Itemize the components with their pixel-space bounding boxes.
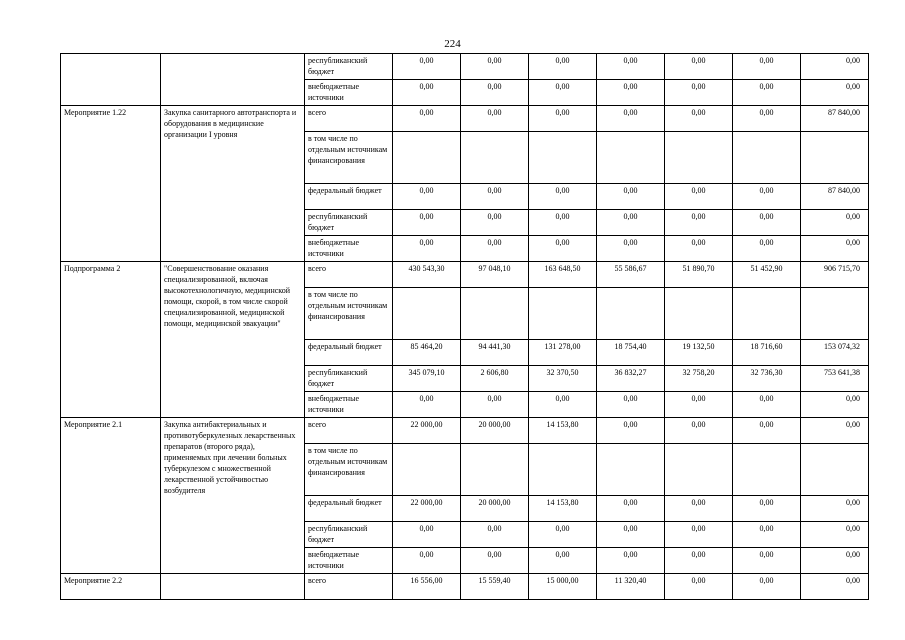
amount-cell: [529, 288, 597, 340]
amount-cell: 131 278,00: [529, 340, 597, 366]
amount-cell: 0,00: [665, 392, 733, 418]
amount-cell: 0,00: [733, 522, 801, 548]
amount-cell: 0,00: [665, 236, 733, 262]
amount-cell: 14 153,80: [529, 418, 597, 444]
amount-cell: [597, 288, 665, 340]
amount-cell: [801, 288, 869, 340]
amount-cell: 0,00: [665, 496, 733, 522]
item-name-cell: Подпрограмма 2: [61, 262, 161, 418]
amount-cell: 0,00: [665, 210, 733, 236]
amount-cell: 0,00: [529, 392, 597, 418]
amount-cell: 0,00: [393, 184, 461, 210]
amount-cell: 0,00: [393, 548, 461, 574]
funding-source-cell: в том числе по отдельным источникам финансирования: [305, 444, 393, 496]
amount-cell: [529, 444, 597, 496]
table-row: [61, 418, 869, 444]
funding-source-cell: в том числе по отдельным источникам финансирования: [305, 132, 393, 184]
amount-cell: 0,00: [597, 184, 665, 210]
amount-cell: 87 840,00: [801, 106, 869, 132]
amount-cell: 0,00: [733, 548, 801, 574]
amount-cell: [665, 288, 733, 340]
amount-cell: [461, 132, 529, 184]
amount-cell: 0,00: [393, 522, 461, 548]
amount-cell: 0,00: [733, 392, 801, 418]
amount-cell: [733, 444, 801, 496]
amount-cell: 0,00: [461, 184, 529, 210]
amount-cell: [733, 288, 801, 340]
funding-source-cell: федеральный бюджет: [305, 496, 393, 522]
amount-cell: 0,00: [529, 236, 597, 262]
amount-cell: 32 370,50: [529, 366, 597, 392]
item-description-cell: [161, 574, 305, 600]
amount-cell: 0,00: [529, 548, 597, 574]
table-row: [61, 54, 869, 80]
amount-cell: 0,00: [597, 106, 665, 132]
funding-source-cell: республиканский бюджет: [305, 366, 393, 392]
amount-cell: 0,00: [597, 392, 665, 418]
amount-cell: 36 832,27: [597, 366, 665, 392]
funding-source-cell: федеральный бюджет: [305, 340, 393, 366]
amount-cell: 0,00: [733, 80, 801, 106]
amount-cell: 0,00: [597, 522, 665, 548]
amount-cell: 0,00: [529, 106, 597, 132]
funding-source-cell: всего: [305, 262, 393, 288]
funding-source-cell: республиканский бюджет: [305, 54, 393, 80]
amount-cell: 0,00: [529, 80, 597, 106]
amount-cell: 55 586,67: [597, 262, 665, 288]
amount-cell: 0,00: [733, 184, 801, 210]
amount-cell: [393, 288, 461, 340]
amount-cell: [733, 132, 801, 184]
amount-cell: 51 452,90: [733, 262, 801, 288]
amount-cell: 0,00: [597, 548, 665, 574]
amount-cell: 153 074,32: [801, 340, 869, 366]
item-description-cell: Закупка антибактериальных и противотуберкулезных лекарственных препаратов (второго ряда), применяемых при лечении больных туберкулезом с множественной лекарственной устойчивостью возбудителя: [161, 418, 305, 574]
amount-cell: 22 000,00: [393, 496, 461, 522]
amount-cell: 0,00: [801, 210, 869, 236]
funding-source-cell: в том числе по отдельным источникам финансирования: [305, 288, 393, 340]
amount-cell: 163 648,50: [529, 262, 597, 288]
amount-cell: 0,00: [733, 106, 801, 132]
amount-cell: 15 000,00: [529, 574, 597, 600]
amount-cell: 0,00: [733, 210, 801, 236]
amount-cell: 0,00: [461, 106, 529, 132]
funding-source-cell: всего: [305, 574, 393, 600]
page-number: 224: [444, 38, 461, 50]
amount-cell: 753 641,38: [801, 366, 869, 392]
amount-cell: 0,00: [733, 54, 801, 80]
amount-cell: [393, 444, 461, 496]
item-name-cell: Мероприятие 1.22: [61, 106, 161, 262]
amount-cell: 0,00: [801, 496, 869, 522]
amount-cell: 0,00: [801, 236, 869, 262]
funding-source-cell: внебюджетные источники: [305, 236, 393, 262]
amount-cell: 0,00: [665, 574, 733, 600]
amount-cell: 0,00: [665, 548, 733, 574]
amount-cell: 97 048,10: [461, 262, 529, 288]
amount-cell: 0,00: [461, 522, 529, 548]
amount-cell: 32 736,30: [733, 366, 801, 392]
amount-cell: 0,00: [393, 80, 461, 106]
amount-cell: 0,00: [393, 236, 461, 262]
item-name-cell: Мероприятие 2.1: [61, 418, 161, 574]
amount-cell: [801, 132, 869, 184]
amount-cell: 0,00: [597, 496, 665, 522]
amount-cell: 0,00: [529, 184, 597, 210]
amount-cell: [393, 132, 461, 184]
amount-cell: 0,00: [461, 54, 529, 80]
amount-cell: 85 464,20: [393, 340, 461, 366]
amount-cell: 0,00: [801, 548, 869, 574]
amount-cell: [597, 444, 665, 496]
amount-cell: [665, 444, 733, 496]
amount-cell: 0,00: [733, 236, 801, 262]
amount-cell: 14 153,80: [529, 496, 597, 522]
amount-cell: 0,00: [801, 392, 869, 418]
funding-source-cell: федеральный бюджет: [305, 184, 393, 210]
amount-cell: 0,00: [597, 80, 665, 106]
item-name-cell: [61, 54, 161, 106]
amount-cell: 32 758,20: [665, 366, 733, 392]
amount-cell: 22 000,00: [393, 418, 461, 444]
amount-cell: 0,00: [597, 236, 665, 262]
amount-cell: 0,00: [597, 54, 665, 80]
amount-cell: 0,00: [393, 210, 461, 236]
amount-cell: 0,00: [733, 574, 801, 600]
amount-cell: 0,00: [801, 522, 869, 548]
amount-cell: 0,00: [461, 236, 529, 262]
amount-cell: 0,00: [529, 54, 597, 80]
amount-cell: 0,00: [665, 54, 733, 80]
amount-cell: 0,00: [801, 418, 869, 444]
item-name-cell: Мероприятие 2.2: [61, 574, 161, 600]
amount-cell: 0,00: [801, 80, 869, 106]
amount-cell: 0,00: [665, 522, 733, 548]
amount-cell: 94 441,30: [461, 340, 529, 366]
funding-source-cell: всего: [305, 106, 393, 132]
amount-cell: 0,00: [733, 496, 801, 522]
funding-source-cell: внебюджетные источники: [305, 548, 393, 574]
table-row: [61, 106, 869, 132]
amount-cell: [665, 132, 733, 184]
amount-cell: 0,00: [461, 548, 529, 574]
amount-cell: 0,00: [733, 418, 801, 444]
funding-source-cell: республиканский бюджет: [305, 210, 393, 236]
amount-cell: 906 715,70: [801, 262, 869, 288]
table-row: [61, 262, 869, 288]
funding-source-cell: внебюджетные источники: [305, 80, 393, 106]
table-row: [61, 574, 869, 600]
amount-cell: 0,00: [665, 106, 733, 132]
amount-cell: 87 840,00: [801, 184, 869, 210]
amount-cell: 15 559,40: [461, 574, 529, 600]
item-description-cell: "Совершенствование оказания специализированной, включая высокотехнологичную, медицинской помощи, скорой, в том числе скорой специализированной, медицинской помощи, медицинской эвакуации": [161, 262, 305, 418]
funding-source-cell: всего: [305, 418, 393, 444]
amount-cell: 51 890,70: [665, 262, 733, 288]
amount-cell: 11 320,40: [597, 574, 665, 600]
amount-cell: 0,00: [461, 392, 529, 418]
amount-cell: 0,00: [461, 80, 529, 106]
budget-table: [60, 53, 869, 600]
amount-cell: 20 000,00: [461, 496, 529, 522]
amount-cell: 0,00: [801, 574, 869, 600]
amount-cell: [461, 444, 529, 496]
amount-cell: [801, 444, 869, 496]
amount-cell: [597, 132, 665, 184]
amount-cell: 18 716,60: [733, 340, 801, 366]
amount-cell: 0,00: [529, 210, 597, 236]
amount-cell: 0,00: [801, 54, 869, 80]
amount-cell: 0,00: [665, 80, 733, 106]
amount-cell: [529, 132, 597, 184]
amount-cell: 19 132,50: [665, 340, 733, 366]
item-description-cell: Закупка санитарного автотранспорта и оборудования в медицинские организации I уровня: [161, 106, 305, 262]
amount-cell: 2 606,80: [461, 366, 529, 392]
amount-cell: 430 543,30: [393, 262, 461, 288]
amount-cell: 20 000,00: [461, 418, 529, 444]
amount-cell: 0,00: [393, 106, 461, 132]
amount-cell: [461, 288, 529, 340]
amount-cell: 0,00: [665, 184, 733, 210]
amount-cell: 0,00: [665, 418, 733, 444]
amount-cell: 0,00: [393, 54, 461, 80]
amount-cell: 0,00: [529, 522, 597, 548]
amount-cell: 18 754,40: [597, 340, 665, 366]
amount-cell: 0,00: [597, 418, 665, 444]
amount-cell: 0,00: [597, 210, 665, 236]
amount-cell: 0,00: [393, 392, 461, 418]
item-description-cell: [161, 54, 305, 106]
amount-cell: 16 556,00: [393, 574, 461, 600]
amount-cell: 345 079,10: [393, 366, 461, 392]
amount-cell: 0,00: [461, 210, 529, 236]
funding-source-cell: внебюджетные источники: [305, 392, 393, 418]
funding-source-cell: республиканский бюджет: [305, 522, 393, 548]
